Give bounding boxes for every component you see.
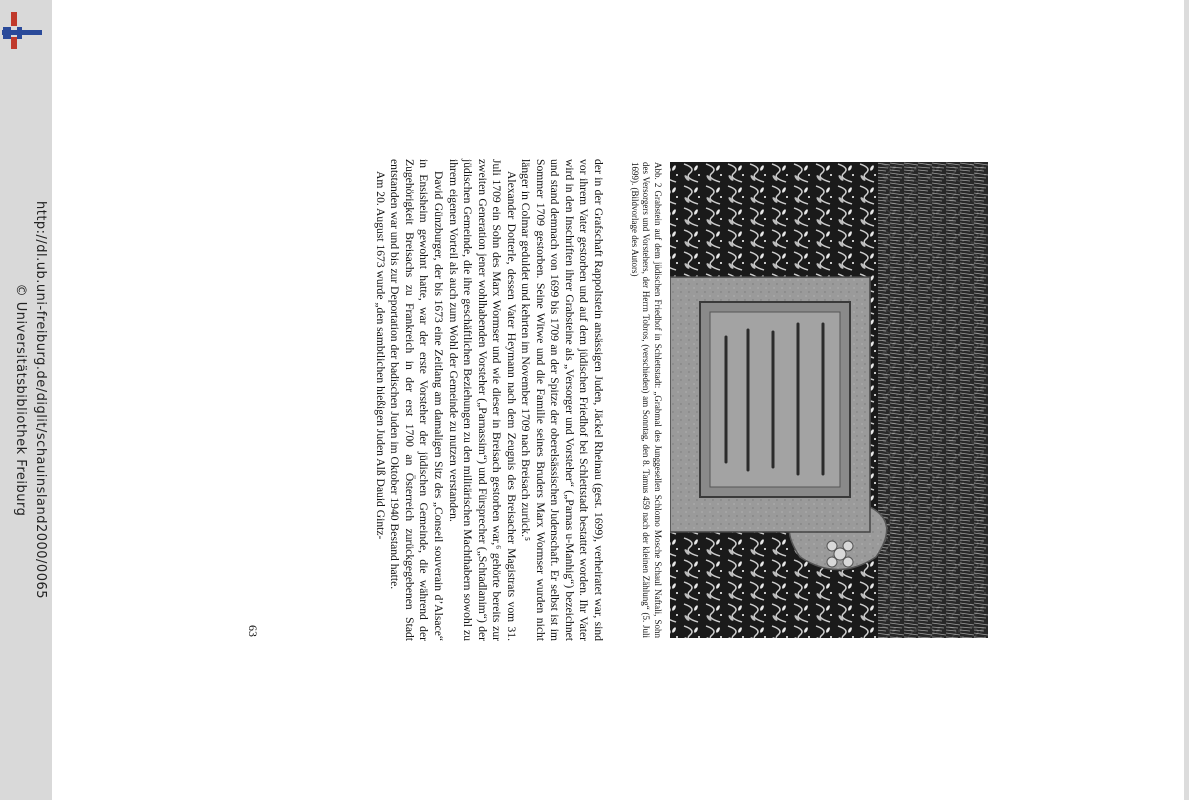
sidebar-source-text: [2, 0, 50, 800]
figure-caption: Abb. 2 Grabstein auf dem jüdischen Friedhof in Schlettstadt: „Grabmal des Junggesellen Schlomo Mosche Schaul Naftali, Sohn des Versorgers und Vorstehers, der Herrn Tobros, (verschieden) am Sonntag, den 8. Tamus 459 nach der kleinen Zählung“ (5. Juli 1699). (Bildvorlage des Autors): [630, 162, 663, 638]
article-body: [335, 159, 605, 641]
body-paragraph: David Günzburger, der bis 1673 eine Zeitlang am damaligen Sitz des „Conseil souverain d’Alsace“ in Ensisheim gewohnt hatte, war der erste Vorsteher der jüdischen Gemeinde, die während der Zugehörigkeit Breisachs zu Frankreich in der erst 1700 an Österreich zurückgegebenen Stadt entstanden war und bis zur Deportation der badischen Juden im Oktober 1940 Bestand hatte.: [388, 159, 445, 641]
gravestone-photo: [670, 162, 988, 638]
body-paragraph: Alexander Dotterle, dessen Vater Heymann nach dem Zeugnis des Breisacher Magistrats vom 31. Juli 1709 ein Sohn des Marx Wormser und wie dieser in Breisach gestorben war,⁶ gehörte bereits zur zweiten Generation jener wohlhabenden Vorsteher („Parnassim“) und Fürsprecher („Schtadlanim“) der jüdischen Gemeinde, die ihre geschäftlichen Beziehungen zu den militärischen Machthabern sowohl zu ihrem eigenen Vorteil als auch zum Wohl der Gemeinde zu nutzen verstanden.: [446, 159, 518, 641]
sidebar: [0, 0, 52, 800]
page-number: 63: [246, 625, 260, 637]
scrollbar-track[interactable]: [1184, 0, 1189, 800]
body-paragraph: der in der Grafschaft Rappoltstein ansässigen Juden, Jäckel Rheinau (gest. 1699), verheiratet war, sind vor ihrem Vater gestorben und auf dem jüdischen Friedhof bei Schlettstadt bestattet worden. Ihr Vater wird in den Inschriften ihrer Grabsteine als „Versorger und Vorsteher“ („Parnas u-Manhig“) bezeichnet und stand demnach von 1699 bis 1709 an der Spitze der oberelsässischen Judenschaft. Er selbst ist im Sommer 1709 gestorben. Seine Witwe und die Familie seines Bruders Marx Wormser wurden nicht länger in Colmar geduldet und kehrten im November 1709 nach Breisach zurück.⁵: [519, 159, 605, 641]
source-url[interactable]: http://dl.ub.uni-freiburg.de/diglit/schauinsland2000/0065: [33, 200, 48, 600]
copyright-notice: © Universitätsbibliothek Freiburg: [13, 283, 28, 517]
body-paragraph: Am 20. August 1673 wurde „den sambtlichen hießigen Juden Alß Dauid Gintz-: [373, 171, 387, 540]
